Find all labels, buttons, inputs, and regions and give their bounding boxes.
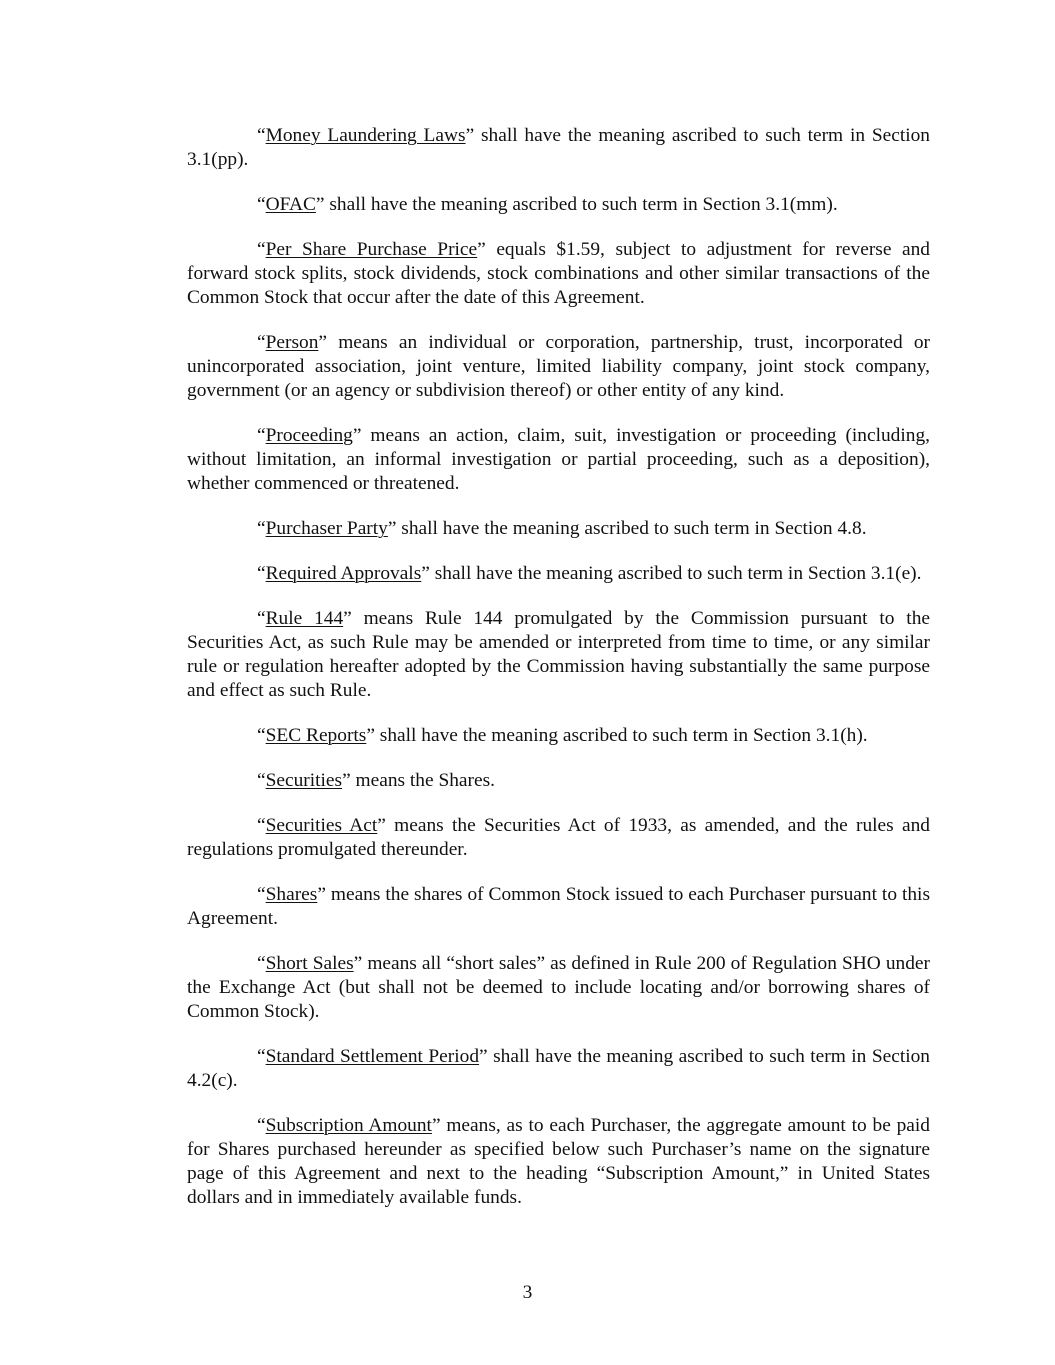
definition-text: ” shall have the meaning ascribed to such term in Section 3.1(e). (421, 563, 922, 584)
defined-term: Securities (265, 770, 343, 791)
definition-text: ” means the shares of Common Stock issued to each Purchaser pursuant to this Agreement. (187, 884, 930, 929)
definition-text: ” shall have the meaning ascribed to such term in Section 3.1(mm). (315, 194, 838, 215)
definition-text: ” means an individual or corporation, partnership, trust, incorporated or unincorporated association, joint venture, limited liability company, joint stock company, government (or an agency or subdivision thereof) or other entity of any kind. (187, 332, 930, 401)
defined-term: Rule 144 (265, 608, 344, 629)
definition-text: ” means all “short sales” as defined in Rule 200 of Regulation SHO under the Exchange Act (but shall not be deemed to include locating and/or borrowing shares of Common Stock). (187, 953, 930, 1022)
defined-term: Securities Act (265, 815, 378, 836)
defined-term: Short Sales (265, 953, 354, 974)
definition-text: ” means Rule 144 promulgated by the Commission pursuant to the Securities Act, as such Rule may be amended or interpreted from time to time, or any similar rule or regulation hereafter adopted by the Commission having substantially the same purpose and effect as such Rule. (187, 608, 930, 701)
defined-term: SEC Reports (265, 725, 367, 746)
definition-securities-act: “Securities Act” means the Securities Act of 1933, as amended, and the rules and regulations promulgated thereunder. (187, 815, 930, 860)
definition-text: ” shall have the meaning ascribed to such term in Section 3.1(h). (366, 725, 868, 746)
definition-text: ” shall have the meaning ascribed to such term in Section 4.2(c). (187, 1046, 930, 1091)
definition-short-sales: “Short Sales” means all “short sales” as defined in Rule 200 of Regulation SHO under the Exchange Act (but shall not be deemed to include locating and/or borrowing shares of Common Stock). (187, 953, 930, 1022)
definition-rule-144: “Rule 144” means Rule 144 promulgated by the Commission pursuant to the Securities Act, as such Rule may be amended or interpreted from time to time, or any similar rule or regulation hereafter adopted by the Commission having substantially the same purpose and effect as such Rule. (187, 608, 930, 701)
defined-term: Money Laundering Laws (265, 125, 466, 146)
defined-term: Required Approvals (265, 563, 422, 584)
definition-required-approvals: “Required Approvals” shall have the meaning ascribed to such term in Section 3.1(e). (257, 563, 922, 584)
definition-per-share-purchase-price: “Per Share Purchase Price” equals $1.59, subject to adjustment for reverse and forward stock splits, stock dividends, stock combinations and other similar transactions of the Common Stock that occur after the date of this Agreement. (187, 239, 930, 308)
defined-term: Subscription Amount (265, 1115, 432, 1136)
defined-term: OFAC (265, 194, 316, 215)
definition-securities: “Securities” means the Shares. (257, 770, 495, 791)
defined-term: Shares (265, 884, 318, 905)
document-page (187, 124, 930, 1231)
definition-text: ” means the Shares. (342, 770, 495, 791)
definition-subscription-amount: “Subscription Amount” means, as to each Purchaser, the aggregate amount to be paid for Shares purchased hereunder as specified below such Purchaser’s name on the signature page of this Agreement and next to the heading “Subscription Amount,” in United States dollars and in immediately available funds. (187, 1115, 930, 1208)
defined-term: Person (265, 332, 319, 353)
definition-text: ” means, as to each Purchaser, the aggregate amount to be paid for Shares purchased hereunder as specified below such Purchaser’s name on the signature page of this Agreement and next to the heading “Subscription Amount,” in United States dollars and in immediately available funds. (187, 1115, 930, 1208)
defined-term: Purchaser Party (265, 518, 388, 539)
definition-text: ” shall have the meaning ascribed to such term in Section 3.1(pp). (187, 125, 930, 170)
definition-sec-reports: “SEC Reports” shall have the meaning ascribed to such term in Section 3.1(h). (257, 725, 868, 746)
definition-purchaser-party: “Purchaser Party” shall have the meaning ascribed to such term in Section 4.8. (257, 518, 867, 539)
defined-term: Standard Settlement Period (265, 1046, 480, 1067)
definition-person: “Person” means an individual or corporation, partnership, trust, incorporated or unincorporated association, joint venture, limited liability company, joint stock company, government (or an agency or subdivision thereof) or other entity of any kind. (187, 332, 930, 401)
defined-term: Per Share Purchase Price (265, 239, 478, 260)
page-number: 3 (522, 1282, 533, 1303)
definition-shares: “Shares” means the shares of Common Stock issued to each Purchaser pursuant to this Agreement. (187, 884, 930, 929)
defined-term: Proceeding (265, 425, 353, 446)
definition-ofac: “OFAC” shall have the meaning ascribed to such term in Section 3.1(mm). (257, 194, 838, 215)
definition-text: ” means an action, claim, suit, investigation or proceeding (including, without limitation, an informal investigation or partial proceeding, such as a deposition), whether commenced or threatened. (187, 425, 930, 494)
definition-text: ” equals $1.59, subject to adjustment for reverse and forward stock splits, stock dividends, stock combinations and other similar transactions of the Common Stock that occur after the date of this Agreement. (187, 239, 930, 308)
definition-text: ” means the Securities Act of 1933, as amended, and the rules and regulations promulgated thereunder. (187, 815, 930, 860)
definition-standard-settlement-period: “Standard Settlement Period” shall have the meaning ascribed to such term in Section 4.2(c). (187, 1046, 930, 1091)
definition-text: ” shall have the meaning ascribed to such term in Section 4.8. (387, 518, 867, 539)
definition-money-laundering-laws: “Money Laundering Laws” shall have the meaning ascribed to such term in Section 3.1(pp). (187, 125, 930, 170)
definition-proceeding: “Proceeding” means an action, claim, suit, investigation or proceeding (including, without limitation, an informal investigation or partial proceeding, such as a deposition), whether commenced or threatened. (187, 425, 930, 494)
